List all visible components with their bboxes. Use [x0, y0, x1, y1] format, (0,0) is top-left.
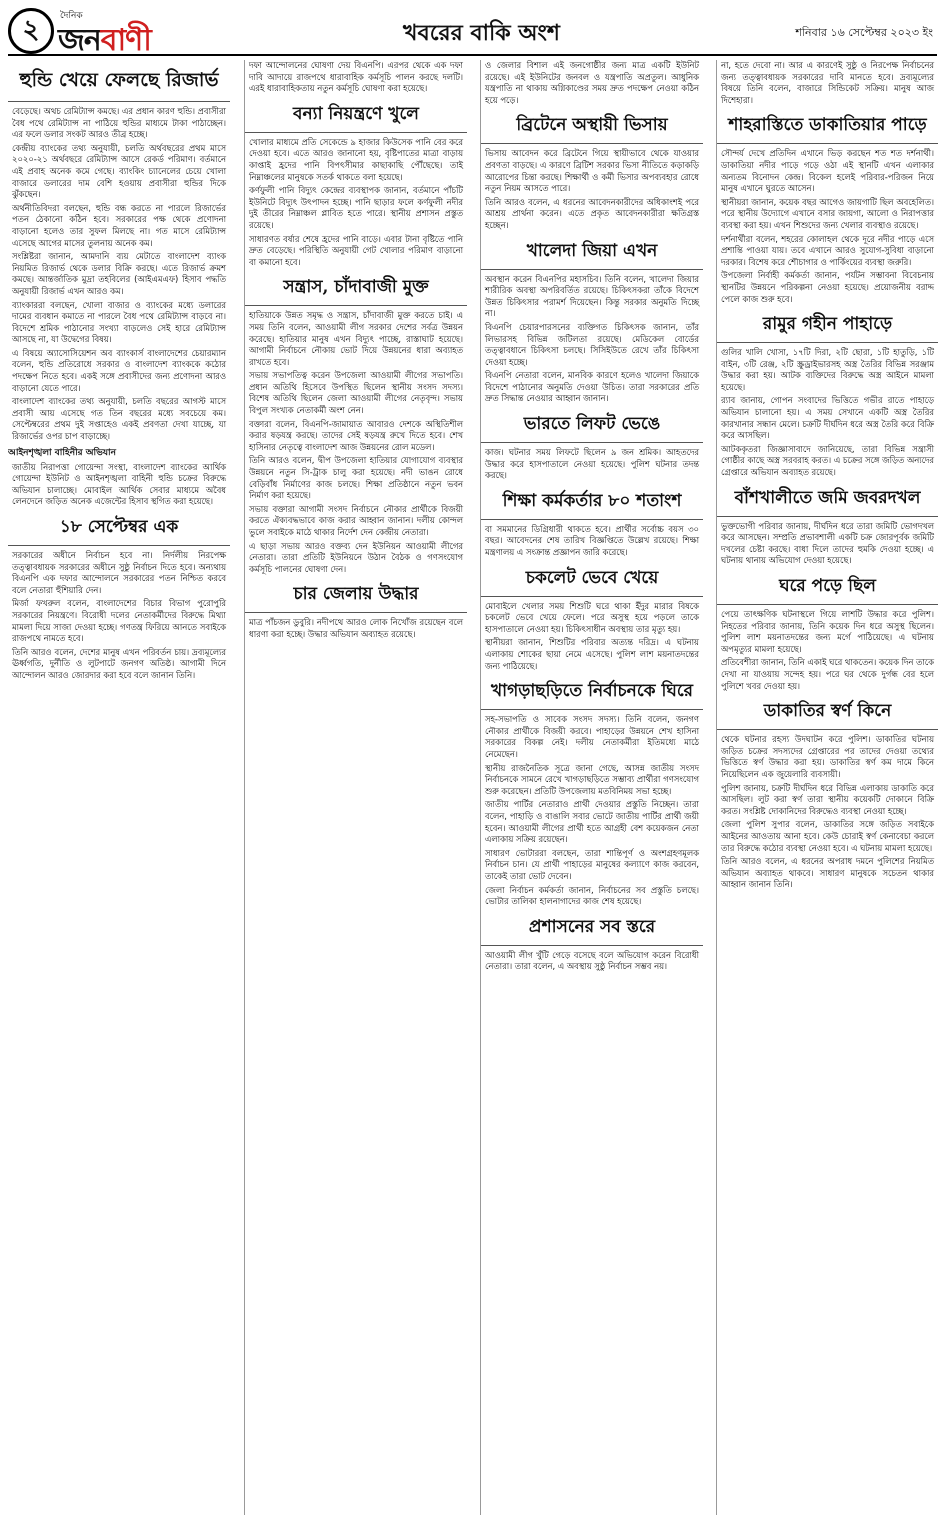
article-headline: ব্রিটেনে অস্থায়ী ভিসায় [481, 112, 703, 144]
article-paragraph: আওয়ামী লীগ খুঁটি গেড়ে বসেছে বলে অভিযোগ করেন বিরোধী নেতারা। তারা বলেন, এ অবস্থায় সুষ্ঠু নির্বাচন সম্ভব নয়। [485, 949, 699, 972]
article-headline: খাগড়াছড়িতে নির্বাচনকে ঘিরে [481, 678, 703, 710]
column-1 [8, 60, 230, 1515]
article-paragraph: জেলা নির্বাচন কর্মকর্তা জানান, নির্বাচনের সব প্রস্তুতি চলছে। ভোটার তালিকা হালনাগাদের কাজ শেষ হয়েছে। [485, 884, 699, 907]
article-paragraph: স্থানীয়রা জানান, কয়েক বছর আগেও জায়গাটি ছিল অবহেলিত। পরে স্থানীয় উদ্যোগে এখানে বসার জায়গা, আলো ও নিরাপত্তার ব্যবস্থা করা হয়। এখন শিশুদের জন্য খেলার ব্যবস্থাও রয়েছে। [721, 196, 934, 230]
article-paragraph: সংশ্লিষ্টরা জানান, আমদানি ব্যয় মেটাতে বাংলাদেশ ব্যাংক নিয়মিত রিজার্ভ থেকে ডলার বিক্রি করছে। এতে রিজার্ভ ক্রমশ কমছে। আন্তর্জাতিক মুদ্রা তহবিলের (আইএমএফ) হিসাব পদ্ধতি অনুযায়ী রিজার্ভ এখন আরও কম। [12, 251, 226, 296]
article-paragraph: র‌্যাব জানায়, গোপন সংবাদের ভিত্তিতে গভীর রাতে পাহাড়ে অভিযান চালানো হয়। এ সময় সেখানে একটি অস্ত্র তৈরির কারখানার সন্ধান মেলে। চক্রটি দীর্ঘদিন ধরে অস্ত্র তৈরি করে বিক্রি করে আসছিল। [721, 395, 934, 441]
article [481, 488, 703, 559]
article-paragraph: স্থানীয় রাজনৈতিক সূত্রে জানা গেছে, আসন্ন জাতীয় সংসদ নির্বাচনকে সামনে রেখে খাগড়াছড়িতে সম্ভাব্য প্রার্থীরা গণসংযোগ শুরু করেছেন। প্রতিটি উপজেলায় মতবিনিময় সভা হচ্ছে। [485, 762, 699, 796]
article [481, 565, 703, 673]
article-headline: রামুর গহীন পাহাড়ে [717, 311, 938, 343]
article-paragraph: পুলিশ জানায়, চক্রটি দীর্ঘদিন ধরে বিভিন্ন এলাকায় ডাকাতি করে আসছিল। লুট করা স্বর্ণ তারা স্থানীয় কয়েকটি দোকানে বিক্রি করত। সংশ্লিষ্ট দোকানিদের বিরুদ্ধেও ব্যবস্থা নেওয়া হচ্ছে। [721, 782, 934, 816]
article-paragraph: প্রতিবেশীরা জানান, তিনি একাই ঘরে থাকতেন। কয়েক দিন তাকে দেখা না যাওয়ায় সন্দেহ হয়। পরে ঘর থেকে দুর্গন্ধ বের হলে পুলিশে খবর দেওয়া হয়। [721, 657, 934, 691]
article-paragraph: বক্তারা বলেন, বিএনপি-জামায়াত আবারও দেশকে অস্থিতিশীল করার ষড়যন্ত্র করছে। তাদের সেই ষড়যন্ত্র রুখে দিতে হবে। শেখ হাসিনার নেতৃত্বে বাংলাদেশ আজ উন্নয়নের রোল মডেল। [249, 418, 463, 452]
article-paragraph: পেয়ে তাৎক্ষণিক ঘটনাস্থলে গিয়ে লাশটি উদ্ধার করে পুলিশ। নিহতের পরিবার জানায়, তিনি কয়েক দিন ধরে অসুস্থ ছিলেন। পুলিশ লাশ ময়নাতদন্তের জন্য মর্গে পাঠিয়েছে। এ ঘটনায় অপমৃত্যুর মামলা হয়েছে। [721, 609, 934, 654]
article-subhead: আইনশৃঙ্খলা বাহিনীর অভিযান [8, 447, 116, 458]
continued-text: না, হতে দেবো না। আর এ কারণেই সুষ্ঠু ও নিরপেক্ষ নির্বাচনের জন্য তত্ত্বাবধায়ক সরকারের দাবি মানতে হবে। দ্রব্যমূল্যের বিষয়ে তিনি বলেন, বাজারে সিন্ডিকেট সক্রিয়। মানুষ আজ দিশেহারা। [721, 60, 934, 105]
article-paragraph: মোবাইলে খেলার সময় শিশুটি ঘরে থাকা ইঁদুর মারার বিষকে চকলেট ভেবে খেয়ে ফেলে। পরে অসুস্থ হয়ে পড়লে তাকে হাসপাতালে নেওয়া হয়। চিকিৎসাধীন অবস্থায় তার মৃত্যু হয়। [485, 600, 699, 634]
article-paragraph: জাতীয় পার্টির নেতারাও প্রার্থী দেওয়ার প্রস্তুতি নিচ্ছেন। তারা বলেন, পাহাড়ি ও বাঙালি সবার ভোটে জাতীয় পার্টির প্রার্থী জয়ী হবেন। আওয়ামী লীগের প্রার্থী হতে আগ্রহী বেশ কয়েকজন নেতা এলাকায় সক্রিয় রয়েছেন। [485, 799, 699, 845]
article-paragraph: গুলির খালি খোসা, ১৭টি দিরা, ২টি ছোরা, ১টি হাতুড়ি, ১টি বাইন, ৩টি রেঞ্জ, ২টি স্ক্রুড্রাইভারসহ অস্ত্র তৈরির বিভিন্ন সরঞ্জাম উদ্ধার করা হয়। আটক ব্যক্তিদের বিরুদ্ধে অস্ত্র আইনে মামলা হয়েছে। [721, 347, 934, 392]
article-paragraph: ভুক্তভোগী পরিবার জানায়, দীর্ঘদিন ধরে তারা জমিটি ভোগদখল করে আসছেন। সম্প্রতি প্রভাবশালী একটি চক্র জোরপূর্বক জমিটি দখলের চেষ্টা করছে। বাধা দিলে তাদের হুমকি দেওয়া হচ্ছে। এ ঘটনায় থানায় অভিযোগ দেওয়া হয়েছে। [721, 520, 934, 566]
article-headline: প্রশাসনের সব স্তরে [481, 914, 703, 946]
article-paragraph: জাতীয় নিরাপত্তা গোয়েন্দা সংস্থা, বাংলাদেশ ব্যাংকের আর্থিক গোয়েন্দা ইউনিট ও আইনশৃঙ্খলা বাহিনী হুন্ডি চক্রের বিরুদ্ধে অভিযান চালাচ্ছে। মোবাইল আর্থিক সেবার মাধ্যমে অবৈধ লেনদেনে জড়িত অনেক এজেন্টের হিসাব স্থগিত করা হয়েছে। [12, 461, 226, 507]
article-paragraph: সহ-সভাপতি ও সাবেক সংসদ সদস্য। তিনি বলেন, জনগণ নৌকার প্রার্থীকে বিজয়ী করবে। পাহাড়ের উন্নয়নে শেখ হাসিনা সরকারের বিকল্প নেই। দলীয় নেতাকর্মীরা ইতিমধ্যে মাঠে নেমেছেন। [485, 714, 699, 759]
article-headline: বাঁশখালীতে জমি জবরদখল [717, 485, 938, 517]
column-2 [244, 60, 467, 1515]
article-headline: ডাকাতির স্বর্ণ কিনে [717, 698, 938, 730]
article-paragraph: থেকে ঘটনার রহস্য উদঘাটন করে পুলিশ। ডাকাতির ঘটনায় জড়িত চক্রের সদস্যদের গ্রেপ্তারের পর তাদের দেওয়া তথ্যের ভিত্তিতে স্বর্ণ উদ্ধার করা হয়। ডাকাতির স্বর্ণ কম দামে কিনে নিয়েছিলেন এক জুয়েলারি ব্যবসায়ী। [721, 734, 934, 779]
article [245, 581, 467, 640]
article-headline: চকলেট ভেবে খেয়ে [481, 565, 703, 597]
article-paragraph: সাধারণ ভোটাররা বলছেন, তারা শান্তিপূর্ণ ও অংশগ্রহণমূলক নির্বাচন চান। যে প্রার্থী পাহাড়ের মানুষের কল্যাণে কাজ করবেন, তাকেই তারা ভোট দেবেন। [485, 847, 699, 881]
logo-part-2: বাণী [100, 23, 151, 58]
article [717, 60, 938, 106]
article-paragraph: তিনি আরও বলেন, এ ধরনের অপরাধ দমনে পুলিশের নিয়মিত অভিযান অব্যাহত থাকবে। সাধারণ মানুষকে সচেতন থাকার আহ্বান জানান তিনি। [721, 856, 934, 890]
article [8, 66, 230, 508]
article-paragraph: মির্জা ফখরুল বলেন, বাংলাদেশের বিচার বিভাগ পুরোপুরি সরকারের নিয়ন্ত্রণে। বিরোধী দলের নেতাকর্মীদের বিরুদ্ধে মিথ্যা মামলা দিয়ে সাজা দেওয়া হচ্ছে। গণতন্ত্র ফিরিয়ে আনতে সবাইকে রাজপথে নামতে হবে। [12, 598, 226, 644]
page-number: ২ [8, 8, 54, 54]
article [481, 238, 703, 406]
article-paragraph: বাংলাদেশ ব্যাংকের তথ্য অনুযায়ী, চলতি বছরের আগস্ট মাসে প্রবাসী আয় এসেছে গত তিন বছরের মধ্যে সবচেয়ে কম। সেপ্টেম্বরের প্রথম দুই সপ্তাহেও একই প্রবণতা দেখা যাচ্ছে, যা রিজার্ভের ওপর চাপ বাড়াচ্ছে। [12, 396, 226, 442]
article-paragraph: হাতিয়াকে উন্নত সমৃদ্ধ ও সন্ত্রাস, চাঁদাবাজী মুক্ত করতে চাই। এ সময় তিনি বলেন, আওয়ামী লীগ সরকার দেশের সর্বত্র উন্নয়ন করেছে। হাতিয়ার মানুষ এখন বিদ্যুৎ পাচ্ছে, রাস্তাঘাট হয়েছে। আগামী নির্বাচনে নৌকায় ভোট দিয়ে উন্নয়নের ধারা অব্যাহত রাখতে হবে। [249, 310, 463, 367]
continued-text: ও জেলার বিশাল এই জনগোষ্ঠীর জন্য মাত্র একটি ইউনিট রয়েছে। এই ইউনিটের জনবল ও যন্ত্রপাতি অপ্রতুল। আধুনিক যন্ত্রপাতি না থাকায় অগ্নিকাণ্ডের সময় দ্রুত পদক্ষেপ নেওয়া কঠিন হয়ে পড়ে। [485, 60, 699, 105]
article-paragraph: উপজেলা নির্বাহী কর্মকর্তা জানান, পর্যটন সম্ভাবনা বিবেচনায় স্থানটির উন্নয়নে পরিকল্পনা নেওয়া হয়েছে। প্রয়োজনীয় বরাদ্দ পেলে কাজ শুরু হবে। [721, 270, 934, 304]
article-paragraph: সভায় সভাপতিত্ব করেন উপজেলা আওয়ামী লীগের সভাপতি। প্রধান অতিথি হিসেবে উপস্থিত ছিলেন স্থানীয় সংসদ সদস্য। বিশেষ অতিথি ছিলেন জেলা আওয়ামী লীগের নেতৃবৃন্দ। সভায় বিপুল সংখ্যক নেতাকর্মী অংশ নেন। [249, 370, 463, 416]
article-headline: ১৮ সেপ্টেম্বর এক [8, 514, 230, 546]
continued-text: দফা আন্দোলনের ঘোষণা দেয় বিএনপি। এরপর থেকে এক দফা দাবি আদায়ে রাজপথে ধারাবাহিক কর্মসূচি পালন করছে দলটি। এরই ধারাবাহিকতায় নতুন কর্মসূচি ঘোষণা করা হয়েছে। [249, 60, 463, 94]
article [481, 678, 703, 908]
article [717, 485, 938, 567]
article-headline: শিক্ষা কর্মকর্তার ৮০ শতাংশ [481, 488, 703, 520]
daily-label: দৈনিক [60, 11, 83, 21]
article-paragraph: কেন্দ্রীয় ব্যাংকের তথ্য অনুযায়ী, চলতি অর্থবছরের প্রথম মাসে ২০২০-২১ অর্থবছরে রেমিট্যান্স আসে রেকর্ড পরিমাণ। বর্তমানে এই প্রবাহ অনেক কমে গেছে। ব্যাংকিং চ্যানেলের চেয়ে খোলা বাজারে ডলারের দাম বেশি হওয়ায় প্রবাসীরা হুন্ডির দিকে ঝুঁকছেন। [12, 142, 226, 200]
article-paragraph: সভায় বক্তারা আগামী সংসদ নির্বাচনে নৌকার প্রার্থীকে বিজয়ী করতে ঐক্যবদ্ধভাবে কাজ করার আহ্বান জানান। দলীয় কোন্দল ভুলে সবাইকে মাঠে থাকার নির্দেশ দেন কেন্দ্রীয় নেতারা। [249, 503, 463, 537]
article-paragraph: কর্ণফুলী পানি বিদ্যুৎ কেন্দ্রের ব্যবস্থাপক জানান, বর্তমানে পাঁচটি ইউনিটে বিদ্যুৎ উৎপাদন হচ্ছে। পানি ছাড়ার ফলে কর্ণফুলী নদীর দুই তীরের নিম্নাঞ্চল প্লাবিত হতে পারে। স্থানীয় প্রশাসন প্রস্তুত রয়েছে। [249, 185, 463, 230]
article-paragraph: ব্যাংকাররা বলছেন, খোলা বাজার ও ব্যাংকের মধ্যে ডলারের দামের ব্যবধান কমাতে না পারলে বৈধ পথে রেমিট্যান্স বাড়বে না। বিদেশে শ্রমিক পাঠানোর সংখ্যা বাড়লেও সেই হারে রেমিট্যান্স আসছে না, যা উদ্বেগের বিষয়। [12, 299, 226, 345]
article-paragraph: খোলার মাধ্যমে প্রতি সেকেন্ডে ৯ হাজার কিউসেক পানি বের করে দেওয়া হবে। এতে আরও জানানো হয়, বৃষ্টিপাতের মাত্রা বাড়ায় কাপ্তাই হ্রদের পানি বিপৎসীমার কাছাকাছি পৌঁছেছে। তাই নিম্নাঞ্চলের মানুষকে সতর্ক থাকতে বলা হয়েছে। [249, 136, 463, 182]
article [717, 573, 938, 692]
column-3 [480, 60, 703, 1515]
logo-part-1: জন [58, 23, 101, 58]
article-paragraph: স্থানীয়রা জানান, শিশুটির পরিবার অত্যন্ত দরিদ্র। এ ঘটনায় এলাকায় শোকের ছায়া নেমে এসেছে। পুলিশ লাশ ময়নাতদন্তের জন্য পাঠিয়েছে। [485, 637, 699, 671]
article-paragraph: ভিসায় আবেদন করে ব্রিটেনে গিয়ে স্থায়ীভাবে থেকে যাওয়ার প্রবণতা বাড়ছে। এ কারণে ব্রিটিশ সরকার ভিসা নীতিতে কড়াকড়ি আরোপের চিন্তা করছে। শিক্ষার্থী ও কর্মী ভিসার অপব্যবহার রোধে নতুন নিয়ম আসতে পারে। [485, 148, 699, 194]
article-headline: সন্ত্রাস, চাঁদাবাজী মুক্ত [245, 274, 467, 306]
article-paragraph: আটককৃতরা জিজ্ঞাসাবাদে জানিয়েছে, তারা বিভিন্ন সন্ত্রাসী গোষ্ঠীর কাছে অস্ত্র সরবরাহ করত। এ চক্রের সঙ্গে জড়িত অন্যদের গ্রেপ্তারে অভিযান অব্যাহত রয়েছে। [721, 443, 934, 478]
article-paragraph: দর্শনার্থীরা বলেন, শহরের কোলাহল থেকে দূরে নদীর পাড়ে এসে প্রশান্তি পাওয়া যায়। তবে এখানে আরও সুযোগ-সুবিধা বাড়ানো দরকার। বিশেষ করে শৌচাগার ও পার্কিংয়ের ব্যবস্থা জরুরি। [721, 233, 934, 267]
article-paragraph: তিনি আরও বলেন, দ্বীপ উপজেলা হাতিয়ার যোগাযোগ ব্যবস্থার উন্নয়নে নতুন সি-ট্রাক চালু করা হয়েছে। নদী ভাঙন রোধে বেড়িবাঁধ নির্মাণের কাজ চলছে। শিক্ষা প্রতিষ্ঠানে নতুন ভবন নির্মাণ করা হয়েছে। [249, 455, 463, 501]
article-headline: বন্যা নিয়ন্ত্রণে খুলে [245, 101, 467, 133]
article-paragraph: মাত্র পাঁচজন ডুবুরি। নদীপথে আরও লোক নিখোঁজ রয়েছেন বলে ধারণা করা হচ্ছে। উদ্ধার অভিযান অব্যাহত রয়েছে। [249, 617, 463, 639]
article-paragraph: অবস্থান করেন বিএনপির মহাসচিব। তিনি বলেন, খালেদা জিয়ার শারীরিক অবস্থা অপরিবর্তিত রয়েছে। চিকিৎসকরা তাঁকে বিদেশে উন্নত চিকিৎসার পরামর্শ দিয়েছেন। কিন্তু সরকার অনুমতি দিচ্ছে না। [485, 273, 699, 319]
article [481, 60, 703, 106]
section-title: খবরের বাকি অংশ [403, 20, 560, 46]
article [717, 112, 938, 305]
article-headline: ঘরে পড়ে ছিল [717, 573, 938, 605]
article [481, 112, 703, 231]
article-paragraph: বিএনপি চেয়ারপারসনের ব্যক্তিগত চিকিৎসক জানান, তাঁর লিভারসহ বিভিন্ন জটিলতা রয়েছে। মেডিকেল বোর্ডের তত্ত্বাবধানে চিকিৎসা চলছে। সিসিইউতে রেখে তাঁর চিকিৎসা দেওয়া হচ্ছে। [485, 321, 699, 367]
article [8, 514, 230, 682]
article [245, 274, 467, 575]
article-headline: শাহরাস্তিতে ডাকাতিয়ার পাড়ে [717, 112, 938, 144]
article-paragraph: তিনি আরও বলেন, দেশের মানুষ এখন পরিবর্তন চায়। দ্রব্যমূল্যের ঊর্ধ্বগতি, দুর্নীতি ও লুটপাটে জনগণ অতিষ্ঠ। আগামী দিনে আন্দোলন আরও জোরদার করা হবে বলে জানান তিনি। [12, 646, 226, 680]
article-paragraph: এ ছাড়া সভায় আরও বক্তব্য দেন ইউনিয়ন আওয়ামী লীগের নেতারা। তারা প্রতিটি ইউনিয়নে উঠান বৈঠক ও গণসংযোগ কর্মসূচি পালনের ঘোষণা দেন। [249, 540, 463, 574]
article-paragraph: তিনি আরও বলেন, এ ধরনের আবেদনকারীদের অধিকাংশই পরে আশ্রয় প্রার্থনা করেন। এতে প্রকৃত আবেদনকারীরা ক্ষতিগ্রস্ত হচ্ছেন। [485, 196, 699, 230]
column-4 [716, 60, 938, 1515]
article-paragraph: অর্থনীতিবিদরা বলছেন, হুন্ডি বন্ধ করতে না পারলে রিজার্ভের পতন ঠেকানো কঠিন হবে। সরকারের পক্ষ থেকে প্রণোদনা বাড়ানো হলেও তার সুফল মিলছে না। গত মাসে রেমিট্যান্স এসেছে আগের মাসের তুলনায় অনেক কম। [12, 202, 226, 248]
article-paragraph: সাধারণত বর্ষার শেষে হ্রদের পানি বাড়ে। এবার টানা বৃষ্টিতে পানি দ্রুত বেড়েছে। পরিস্থিতি অনুযায়ী গেট খোলার পরিমাণ বাড়ানো বা কমানো হবে। [249, 233, 463, 267]
article-headline: চার জেলায় উদ্ধার [245, 581, 467, 613]
article-paragraph: জেলা পুলিশ সুপার বলেন, ডাকাতির সঙ্গে জড়িত সবাইকে আইনের আওতায় আনা হবে। কেউ চোরাই স্বর্ণ কেনাবেচা করলে তার বিরুদ্ধে কঠোর ব্যবস্থা নেওয়া হবে। এ ঘটনায় মামলা হয়েছে। [721, 819, 934, 853]
article [717, 311, 938, 479]
article-paragraph: সৌন্দর্য দেখে প্রতিদিন এখানে ভিড় করছেন শত শত দর্শনার্থী। ডাকাতিয়া নদীর পাড়ে গড়ে ওঠা এই স্থানটি এখন এলাকার অন্যতম বিনোদন কেন্দ্র। বিকেল হলেই পরিবার-পরিজন নিয়ে মানুষ এখানে ঘুরতে আসেন। [721, 148, 934, 194]
article [245, 60, 467, 95]
article [481, 411, 703, 482]
article-paragraph: বিএনপি নেতারা বলেন, মানবিক কারণে হলেও খালেদা জিয়াকে বিদেশে পাঠানোর অনুমতি দেওয়া উচিত। তারা সরকারের প্রতি দ্রুত সিদ্ধান্ত নেওয়ার আহ্বান জানান। [485, 370, 699, 404]
article-headline: ভারতে লিফট ভেঙে [481, 411, 703, 443]
article-paragraph: কাজ। ঘটনার সময় লিফটে ছিলেন ৯ জন শ্রমিক। আহতদের উদ্ধার করে হাসপাতালে নেওয়া হয়েছে। পুলিশ ঘটনার তদন্ত করছে। [485, 447, 699, 481]
article-paragraph: বা সমমানের ডিগ্রিধারী থাকতে হবে। প্রার্থীর সর্বোচ্চ বয়স ৩০ বছর। আবেদনের শেষ তারিখ বিজ্ঞপ্তিতে উল্লেখ রয়েছে। শিক্ষা মন্ত্রণালয় এ সংক্রান্ত প্রজ্ঞাপন জারি করেছে। [485, 523, 699, 558]
masthead [8, 6, 937, 56]
article-headline: হুন্ডি খেয়ে ফেলছে রিজার্ভ [8, 66, 230, 102]
article [245, 101, 467, 269]
article [481, 914, 703, 973]
article [717, 698, 938, 891]
article-paragraph: বেড়েছে। অথচ রেমিট্যান্স কমছে। এর প্রধান কারণ হুন্ডি। প্রবাসীরা বৈধ পথে রেমিট্যান্স না পাঠিয়ে হুন্ডির মাধ্যমে টাকা পাঠাচ্ছেন। এর ফলে ডলার সংকট আরও তীব্র হচ্ছে। [12, 106, 226, 140]
article-paragraph: এ বিষয়ে অ্যাসোসিয়েশন অব ব্যাংকার্স বাংলাদেশের চেয়ারম্যান বলেন, হুন্ডি প্রতিরোধে সরকার ও বাংলাদেশ ব্যাংককে কঠোর পদক্ষেপ নিতে হবে। একই সঙ্গে প্রবাসীদের জন্য প্রণোদনা আরও বাড়ানো যেতে পারে। [12, 347, 226, 393]
article-paragraph: সরকারের অধীনে নির্বাচন হবে না। নির্দলীয় নিরপেক্ষ তত্ত্বাবধায়ক সরকারের অধীনে সুষ্ঠু নির্বাচন দিতে হবে। অন্যথায় বিএনপি এক দফার আন্দোলনে সরকারের পতন নিশ্চিত করবে বলে নেতারা হুঁশিয়ারি দেন। [12, 550, 226, 595]
issue-date: শনিবার ১৬ সেপ্টেম্বর ২০২৩ ইং [795, 26, 933, 39]
article-headline: খালেদা জিয়া এখন [481, 238, 703, 270]
